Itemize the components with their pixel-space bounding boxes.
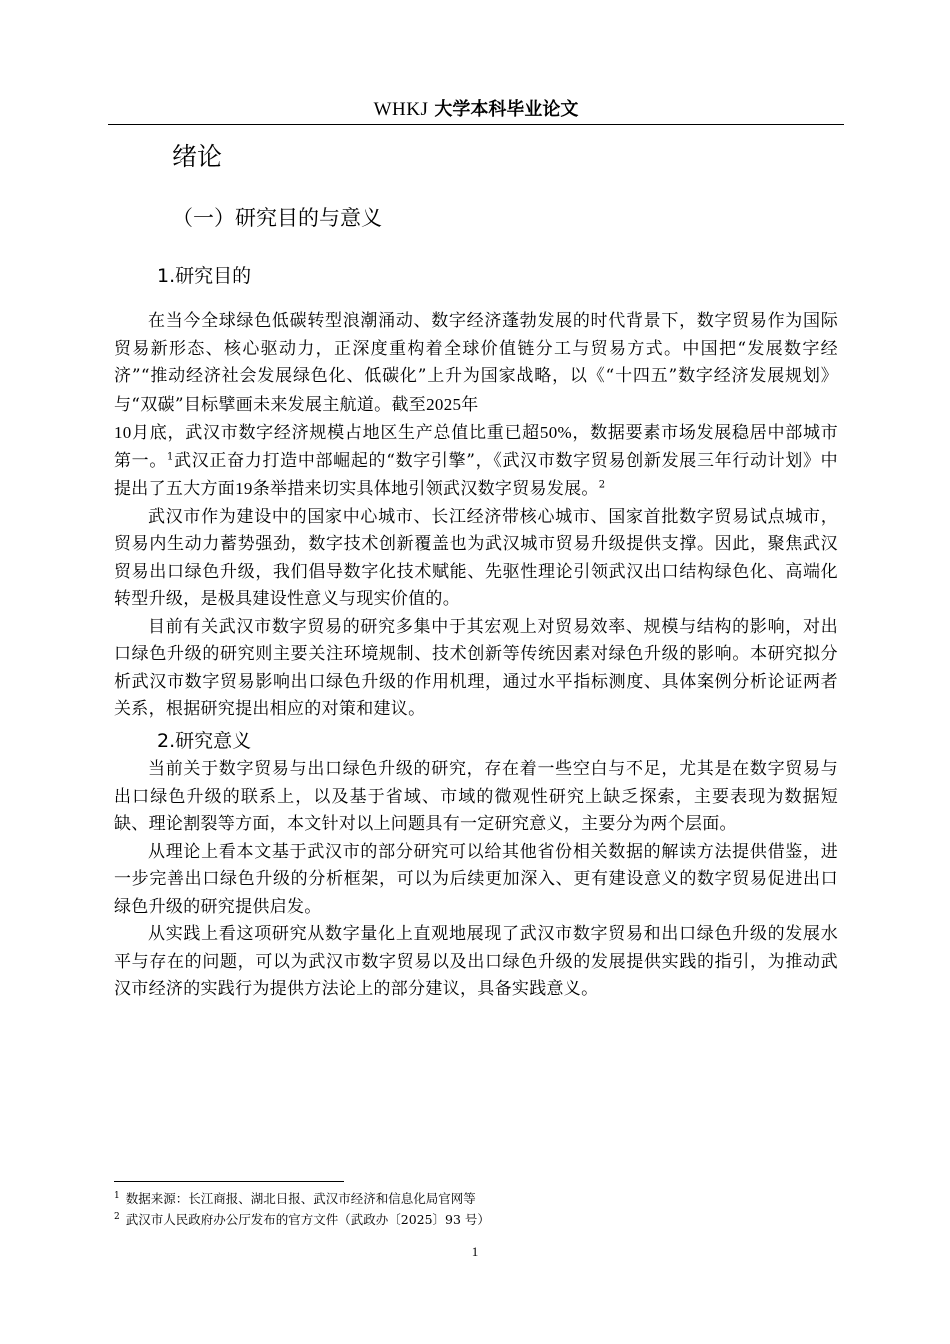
footnote-ref-1[interactable]: 1 (167, 450, 174, 462)
significance-body (114, 756, 838, 1004)
count-value: 19 (235, 479, 253, 498)
paragraph: 武汉市作为建设中的国家中心城市、长江经济带核心城市、国家首批数字贸易试点城市，贸易内生动力蓄势强劲，数字技术创新覆盖也为武汉城市贸易升级提供支撑。因此，聚焦武汉贸易出口绿色升级，我们倡导数字化技术赋能、先驱性理论引领武汉出口结构绿色化、高端化转型升级，是极具建设性意义与现实价值的。 (114, 506, 838, 609)
text-run: 武汉正奋力打造中部崛起的“数字引擎”，《武汉市数字贸易创新发展三年行动计划》中提出了五大方面 (114, 450, 838, 499)
subsection-title-significance: 2.研究意义 (157, 730, 252, 752)
footnote-2 (114, 1209, 834, 1230)
chapter-title: 绪论 (172, 142, 223, 171)
percent-value: 50% (539, 423, 572, 442)
paragraph (114, 308, 838, 504)
year-value: 2025 (426, 394, 462, 414)
subsection-title-purpose: 1.研究目的 (157, 265, 252, 287)
text-run: 在当今全球绿色低碳转型浪潮涌动、数字经济蓬勃发展的时代背景下，数字贸易作为国际贸易新形态、核心驱动力，正深度重构着全球价值链分工与贸易方式。中国把“发展数字经济”“推动经济社会发展绿色化、低碳化”上升为国家战略，以《“十四五”数字经济发展规划》与“双碳”目标擘画未来发展主航道。截至 (114, 311, 838, 415)
page-number: 1 (471, 1244, 479, 1259)
footnote-mark: 1 (114, 1190, 120, 1201)
purpose-body (114, 308, 838, 724)
header-rule (108, 124, 844, 125)
text-run: 月底，武汉市数字经济规模占地区生产总值比重已超 (131, 423, 540, 443)
footnote-text: 武汉市人民政府办公厅发布的官方文件（武政办〔2025〕93 号） (125, 1212, 490, 1227)
text-run: 条举措来切实具体地引领武汉数字贸易发展。 (252, 479, 599, 499)
footnote-separator (114, 1181, 344, 1182)
section-title: （一）研究目的与意义 (172, 206, 382, 230)
footnote-1 (114, 1188, 834, 1209)
footnote-text: 数据来源：长江商报、湖北日报、武汉市经济和信息化局官网等 (125, 1191, 476, 1206)
footnotes (114, 1188, 834, 1230)
footnote-mark: 2 (114, 1211, 120, 1222)
footnote-ref-2[interactable]: 2 (598, 479, 606, 491)
paragraph: 当前关于数字贸易与出口绿色升级的研究，存在着一些空白与不足，尤其是在数字贸易与出口绿色升级的联系上，以及基于省域、市域的微观性研究上缺乏探索，主要表现为数据短缺、理论割裂等方面，本文针对以上问题具有一定研究意义，主要分为两个层面。 (114, 759, 838, 834)
header-title: 大学本科毕业论文 (434, 99, 579, 120)
text-run: ，数据要素市场发展稳居中部城市第一。 (114, 423, 838, 471)
paragraph: 从理论上看本文基于武汉市的部分研究可以给其他省份相关数据的解读方法提供借鉴，进一步完善出口绿色升级的分析框架，可以为后续更加深入、更有建设意义的数字贸易促进出口绿色升级的研究提供启发。 (114, 841, 838, 917)
page-header (108, 96, 844, 122)
paragraph: 目前有关武汉市数字贸易的研究多集中于其宏观上对贸易效率、规模与结构的影响，对出口绿色升级的研究则主要关注环境规制、技术创新等传统因素对绿色升级的影响。本研究拟分析武汉市数字贸易影响出口绿色升级的作用机理，通过水平指标测度、具体案例分析论证两者关系，根据研究提出相应的对策和建议。 (114, 616, 838, 719)
paragraph: 从实践上看这项研究从数字量化上直观地展现了武汉市数字贸易和出口绿色升级的发展水平与存在的问题，可以为武汉市数字贸易以及出口绿色升级的发展提供实践的指引，为推动武汉市经济的实践行为提供方法论上的部分建议，具备实践意义。 (114, 924, 838, 999)
header-latin: WHKJ (373, 99, 429, 120)
text-run: 年 (461, 394, 479, 415)
month-value: 10 (114, 423, 132, 442)
